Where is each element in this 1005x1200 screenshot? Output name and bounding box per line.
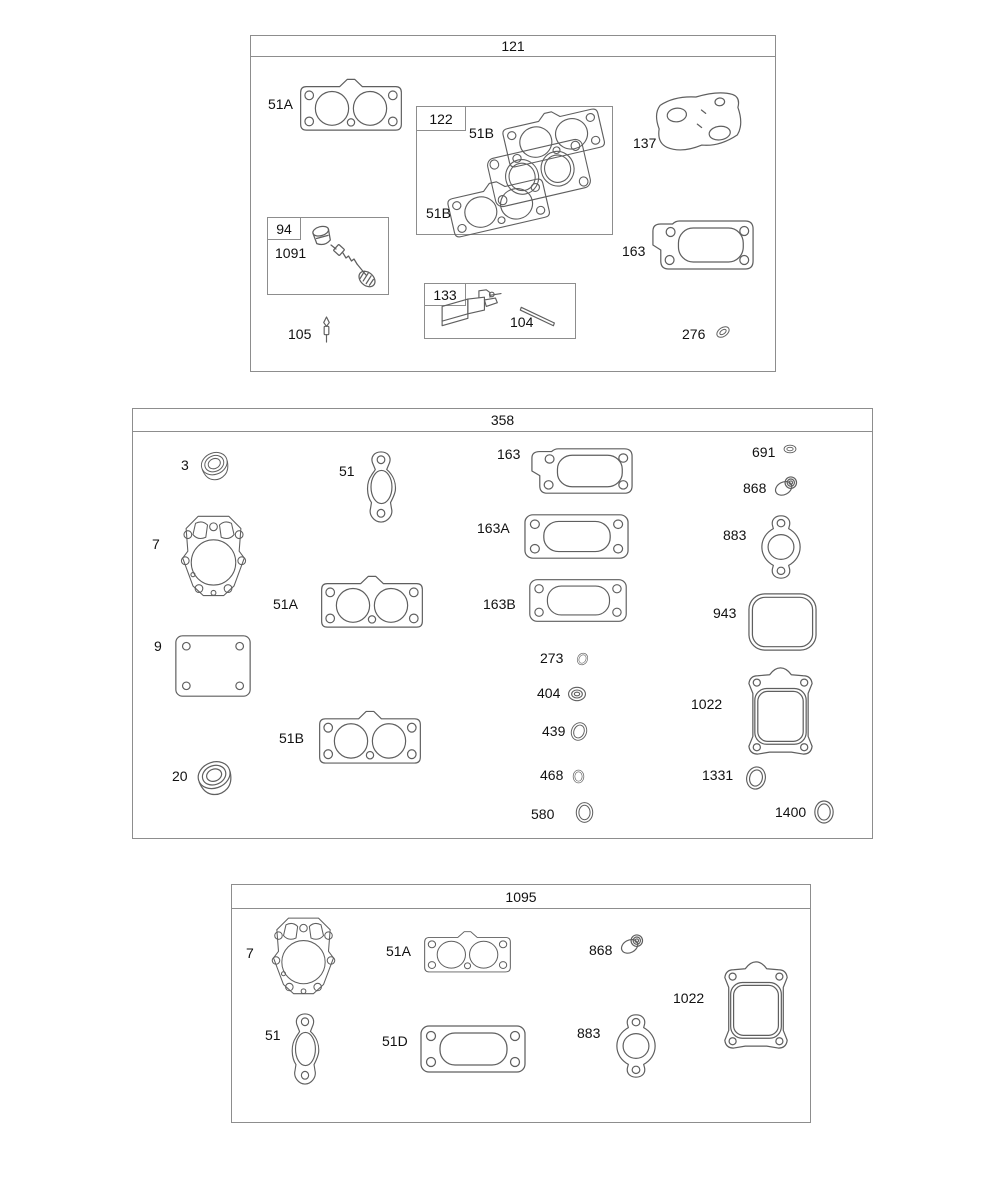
sub-box-label-133: 133 [433,286,457,303]
part-label-439: 439 [542,723,566,739]
part-label-883: 883 [577,1025,601,1041]
part-label-1022: 1022 [673,990,705,1006]
part-label-9: 9 [154,638,162,654]
part-label-163: 163 [497,446,521,462]
group-title-text: 121 [501,38,525,54]
part-label-137: 137 [633,135,657,151]
exhaust-gasket-163-drawing [649,218,757,272]
sub-box-label-94: 94 [276,220,292,237]
group-title-text: 1095 [505,888,537,905]
gasket-51B-drawing [313,708,427,767]
part-label-7: 7 [246,945,254,961]
seal-468-drawing [572,769,585,784]
part-label-104: 104 [510,314,534,330]
float-needle-105-drawing [320,315,333,345]
seal-273-drawing [573,650,591,668]
sub-box-label-122: 122 [429,110,453,127]
seal-439-drawing [567,718,592,744]
head-gasket-7-drawing [266,914,341,997]
part-label-163A: 163A [477,520,510,536]
choke-shaft-104-drawing [436,288,566,334]
part-label-51B: 51B [279,730,304,746]
part-label-3: 3 [181,457,189,473]
part-label-51A: 51A [268,96,293,112]
part-label-1400: 1400 [775,804,807,820]
part-label-1091: 1091 [275,245,307,261]
part-label-51D: 51D [382,1033,408,1049]
needle-seat-1091-drawing [306,222,378,288]
part-label-163B: 163B [483,596,516,612]
oring-1331-drawing [741,762,771,793]
part-label-105: 105 [288,326,312,342]
part-label-1331: 1331 [702,767,734,783]
plug-868-drawing [620,933,645,954]
gasket-883-drawing [614,1013,658,1079]
oring-1400-drawing [813,799,835,825]
plug-868-drawing [774,475,799,496]
part-label-580: 580 [531,806,555,822]
group-title-358 [133,409,872,432]
part-label-51B-bottom: 51B [426,205,451,221]
part-label-868: 868 [589,942,613,958]
part-label-273: 273 [540,650,564,666]
gasket-9-drawing [173,633,253,699]
group-title-121 [251,36,775,57]
rocker-cover-gasket-943-drawing [746,591,819,653]
gasket-163B-drawing [527,577,629,624]
group-box-1095 [231,884,811,1123]
oil-seal-20-drawing [194,754,236,802]
part-label-51: 51 [265,1027,281,1043]
gasket-51-drawing [286,1012,324,1086]
valve-cover-gasket-1022-drawing [742,664,819,758]
air-cleaner-gasket-137-drawing [649,91,749,153]
part-label-691: 691 [752,444,776,460]
head-gasket-7-drawing [175,512,252,599]
gasket-51-drawing [361,450,401,524]
gasket-883-drawing [759,514,803,580]
part-label-943: 943 [713,605,737,621]
seal-276-drawing [713,322,733,341]
group-box-121 [250,35,776,372]
part-label-1022: 1022 [691,696,723,712]
oil-seal-3-drawing [198,446,232,486]
valve-cover-gasket-1022-drawing [718,958,794,1052]
part-label-468: 468 [540,767,564,783]
group-title-text: 358 [490,412,515,428]
gasket-51A-drawing [315,573,429,631]
gasket-51A-drawing [419,929,516,975]
exhaust-gasket-163-drawing [528,446,636,496]
part-label-51A: 51A [273,596,298,612]
part-label-404: 404 [537,685,561,701]
part-label-163: 163 [622,243,646,259]
oring-580-drawing [574,801,595,824]
grommet-404-drawing [567,686,587,702]
part-label-7: 7 [152,536,160,552]
part-label-51B-top: 51B [469,125,494,141]
part-label-51: 51 [339,463,355,479]
gasket-163A-drawing [522,512,631,561]
part-label-20: 20 [172,768,188,784]
part-label-868: 868 [743,480,767,496]
gasket-51A-drawing [294,76,408,134]
gasket-51D-drawing [418,1023,528,1075]
part-label-51A: 51A [386,943,411,959]
part-label-883: 883 [723,527,747,543]
part-label-276: 276 [682,326,706,342]
group-title-1095 [232,885,810,909]
seal-691-drawing [783,444,797,454]
group-box-358 [132,408,873,839]
